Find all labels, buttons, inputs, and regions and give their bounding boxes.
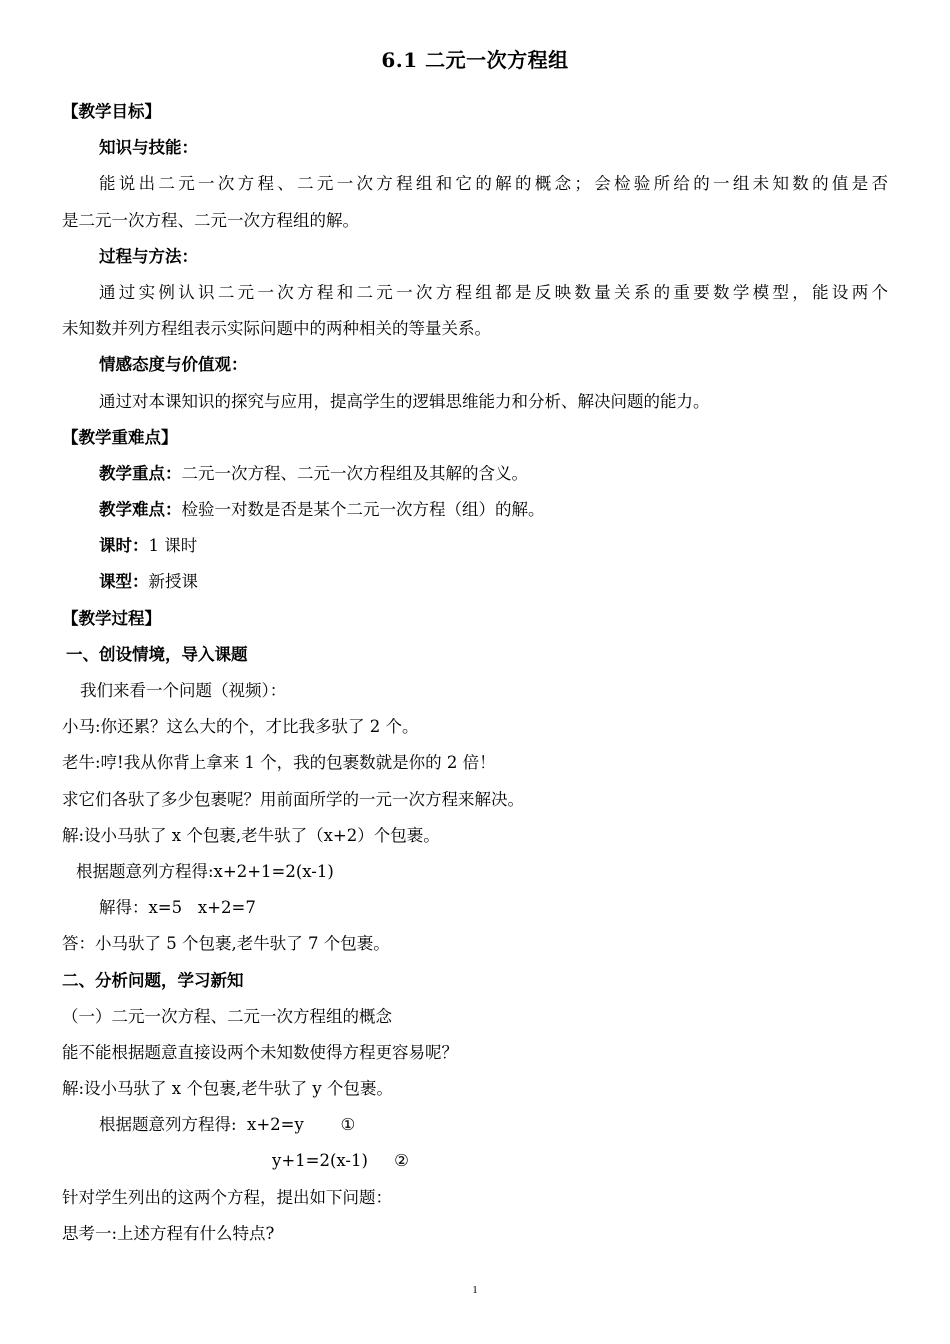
knowledge-label: 知识与技能： (99, 138, 198, 158)
prompt-line: 针对学生列出的这两个方程，提出如下问题： (62, 1187, 392, 1207)
process-text-line-2: 未知数并列方程组表示实际问题中的两种相关的等量关系。 (62, 319, 491, 339)
knowledge-text-line-1: 能说出二元一次方程、二元一次方程组和它的解的概念；会检验所给的一组未知数的值是否 (99, 174, 888, 194)
emotion-text: 通过对本课知识的探究与应用，提高学生的逻辑思维能力和分析、解决问题的能力。 (99, 391, 710, 411)
difficulty-label: 教学难点： (99, 500, 182, 520)
type-text: 新授课 (148, 572, 198, 592)
difficulty-row (62, 492, 888, 528)
process-label: 过程与方法： (99, 246, 198, 266)
process-text-line-1: 通过实例认识二元一次方程和二元一次方程组都是反映数量关系的重要数学模型，能设两个 (99, 282, 888, 302)
part1-intro: 我们来看一个问题（视频）： (80, 681, 287, 700)
focus-label: 教学重点： (99, 463, 182, 483)
document-title: 6.1 二元一次方程组 (381, 48, 569, 72)
process-heading: 【教学过程】 (62, 608, 161, 628)
part1-heading: 一、创设情境，导入课题 (66, 644, 248, 664)
focus-row (62, 456, 888, 492)
dialog-line-1: 小马:你还累？这么大的个，才比我多驮了 2 个。 (62, 717, 419, 737)
solution-line-1: 解:设小马驮了 x 个包裹,老牛驮了（x+2）个包裹。 (62, 825, 440, 845)
document-body (62, 94, 888, 1252)
think-one-line: 思考一:上述方程有什么特点? (62, 1223, 275, 1243)
objectives-heading: 【教学目标】 (62, 102, 161, 121)
part2-heading: 二、分析问题，学习新知 (62, 970, 244, 990)
sub1-solution: 解:设小马驮了 x 个包裹,老牛驮了 y 个包裹。 (62, 1079, 393, 1099)
type-row (62, 564, 888, 600)
difficulty-text: 检验一对数是否是某个二元一次方程（组）的解。 (181, 500, 545, 520)
solution-line-2: 根据题意列方程得:x+2+1=2(x-1) (76, 861, 334, 881)
answer-line: 答：小马驮了 5 个包裹,老牛驮了 7 个包裹。 (62, 934, 390, 954)
solution-line-3: 解得：x=5 x+2=7 (99, 898, 256, 918)
keypoints-heading: 【教学重难点】 (62, 427, 178, 447)
focus-text: 二元一次方程、二元一次方程组及其解的含义。 (181, 463, 528, 483)
emotion-label: 情感态度与价值观： (99, 355, 248, 375)
equation-2: y+1=2(x-1) ② (272, 1151, 409, 1171)
sub1-heading: （一）二元一次方程、二元一次方程组的概念 (62, 1006, 392, 1026)
question-line: 求它们各驮了多少包裹呢？用前面所学的一元一次方程来解决。 (62, 789, 524, 809)
hours-text: 1 课时 (148, 536, 198, 556)
dialog-line-2: 老牛:哼!我从你背上拿来 1 个，我的包裹数就是你的 2 倍！ (62, 753, 496, 773)
page-number: 1 (472, 1284, 478, 1296)
sub1-question: 能不能根据题意直接设两个未知数使得方程更容易呢？ (62, 1042, 458, 1062)
hours-row (62, 528, 888, 564)
knowledge-text-line-2: 是二元一次方程、二元一次方程组的解。 (62, 210, 359, 230)
type-label: 课型： (99, 572, 149, 592)
equation-1: 根据题意列方程得: x+2=y ① (99, 1115, 356, 1135)
hours-label: 课时： (99, 536, 149, 556)
